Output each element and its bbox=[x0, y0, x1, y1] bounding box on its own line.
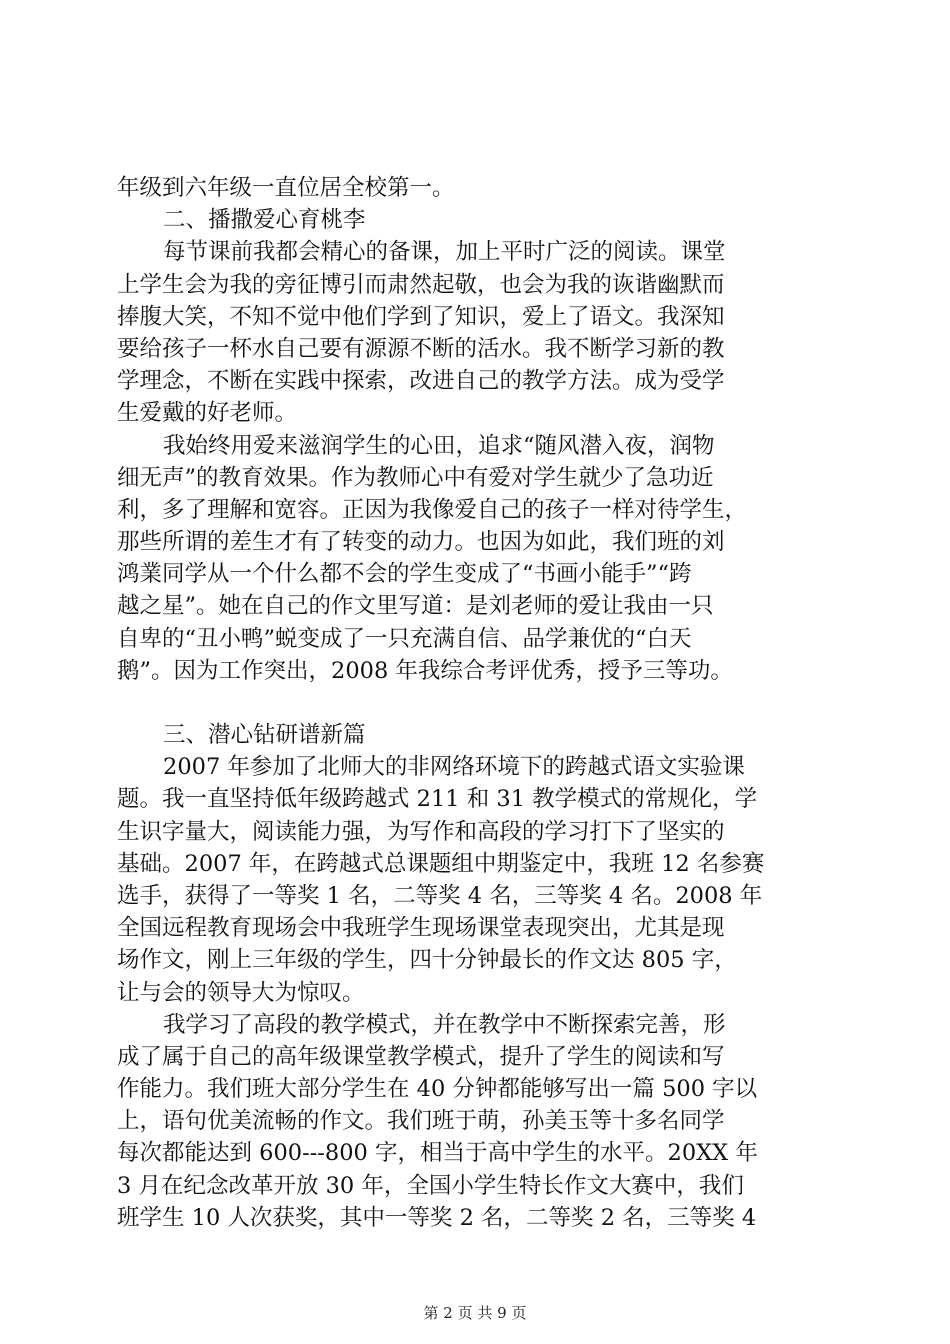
text-line: 那些所谓的差生才有了转变的动力。也因为如此，我们班的刘 bbox=[117, 529, 725, 556]
section-heading-three: 三、潜心钻研谱新篇 bbox=[163, 722, 366, 748]
text-line: 让与会的领导大为惊叹。 bbox=[117, 979, 365, 1006]
text-line: 上，语句优美流畅的作文。我们班于萌，孙美玉等十多名同学 bbox=[117, 1108, 725, 1135]
text-line: 成了属于自己的高年级课堂教学模式，提升了学生的阅读和写 bbox=[117, 1043, 725, 1070]
text-line: 生爱戴的好老师。 bbox=[117, 400, 298, 427]
text-line: 场作文，刚上三年级的学生，四十分钟最长的作文达 805 字， bbox=[117, 947, 737, 974]
text-line: 作能力。我们班大部分学生在 40 分钟都能够写出一篇 500 字以 bbox=[117, 1076, 758, 1103]
paragraph bbox=[117, 236, 842, 429]
text-line: 利，多了理解和宽容。正因为我像爱自己的孩子一样对待学生， bbox=[117, 496, 748, 523]
text-line: 要给孩子一杯水自己要有源源不断的活水。我不断学习新的教 bbox=[117, 335, 725, 362]
paragraph bbox=[117, 1009, 842, 1234]
text-line: 基础。2007 年，在跨越式总课题组中期鉴定中，我班 12 名参赛 bbox=[117, 850, 765, 877]
text-line: 学理念，不断在实践中探索，改进自己的教学方法。成为受学 bbox=[117, 368, 725, 395]
text-line: 班学生 10 人次获奖，其中一等奖 2 名，二等奖 2 名，三等奖 4 bbox=[117, 1204, 757, 1231]
section-heading-two: 二、播撒爱心育桃李 bbox=[163, 207, 366, 234]
text-line: 2007 年参加了北师大的非网络环境下的跨越式语文实验课 bbox=[163, 754, 745, 781]
blank-line bbox=[117, 687, 842, 719]
page-number-footer: 第 2 页 共 9 页 bbox=[423, 1304, 527, 1322]
text-line: 生识字量大，阅读能力强，为写作和高段的学习打下了坚实的 bbox=[117, 818, 725, 845]
text-line: 鹅”。因为工作突出，2008 年我综合考评优秀，授予三等功。 bbox=[117, 657, 733, 684]
text-line: 每节课前我都会精心的备课，加上平时广泛的阅读。课堂 bbox=[163, 239, 726, 266]
text-line: 自卑的“丑小鸭”蜕变成了一只充满自信、品学兼优的“白天 bbox=[117, 625, 692, 652]
text-line: 题。我一直坚持低年级跨越式 211 和 31 教学模式的常规化，学 bbox=[117, 786, 758, 813]
text-line: 全国远程教育现场会中我班学生现场课堂表现突出，尤其是现 bbox=[117, 915, 725, 942]
document-body bbox=[117, 172, 842, 1234]
paragraph bbox=[117, 751, 842, 1009]
text-line: 我始终用爱来滋润学生的心田，追求“随风潜入夜，润物 bbox=[163, 432, 715, 459]
text-line: 鸿業同学从一个什么都不会的学生变成了“书画小能手”“跨 bbox=[117, 561, 692, 588]
text-line: 上学生会为我的旁征博引而肃然起敬，也会为我的诙谐幽默而 bbox=[117, 271, 725, 298]
text-line: 年级到六年级一直位居全校第一。 bbox=[117, 175, 455, 201]
paragraph bbox=[117, 430, 842, 688]
text-line: 细无声”的教育效果。作为教师心中有爱对学生就少了急功近 bbox=[117, 464, 714, 491]
text-line: 捧腹大笑，不知不觉中他们学到了知识，爱上了语文。我深知 bbox=[117, 303, 725, 330]
text-line: 每次都能达到 600---800 字，相当于高中学生的水平。20XX 年 bbox=[117, 1140, 758, 1167]
text-line: 3 月在纪念改革开放 30 年，全国小学生特长作文大赛中，我们 bbox=[117, 1172, 744, 1199]
text-line: 选手，获得了一等奖 1 名，二等奖 4 名，三等奖 4 名。2008 年 bbox=[117, 882, 763, 909]
text-line: 越之星”。她在自己的作文里写道：是刘老师的爱让我由一只 bbox=[117, 593, 714, 620]
text-line: 我学习了高段的教学模式，并在教学中不断探索完善，形 bbox=[163, 1011, 726, 1038]
